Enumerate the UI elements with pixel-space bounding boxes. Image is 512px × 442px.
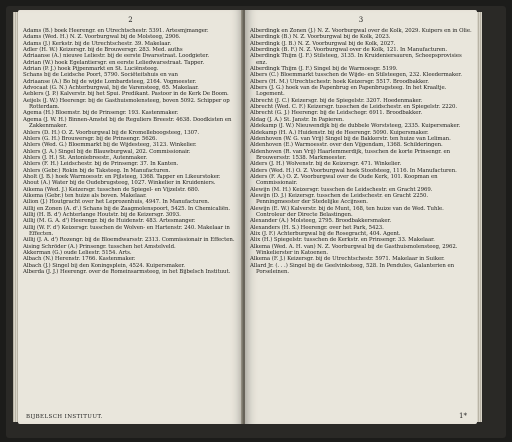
directory-entry: Aising Schröder (A.) Prinsengr. tusschen het Amstelveld.: [23, 243, 176, 250]
directory-entry: Alexanders (H. S.) Heerengr. over het Park, 5423.: [250, 224, 384, 231]
directory-entry: Albach (N.) Herenstr. 1766. Kastenmaker.: [23, 256, 136, 263]
directory-entry: Alberdingk (B. F.) N. Z. Voorburgwal over de Kolk, 121. In Manufacturen.: [250, 47, 447, 54]
directory-entry: Alders (J. H.) Wolvenstr. bij de Keizersgr. 471. Winkelier.: [250, 161, 402, 168]
directory-entry: Albrecht (G. J.) Heerengr. bij de Leidschegr. 6911. Broodbakker.: [250, 110, 422, 117]
right-page-entries: [250, 28, 472, 275]
directory-entry: Ahlers (D. H.) O. Z. Voorburgwal bij de Kromelleboogsteeg, 1307.: [23, 129, 200, 136]
directory-entry: Aillij (M. G. A. d') Heerengr. bij de Huidenstr. 483. Artesmanger.: [23, 218, 196, 225]
directory-entry: Allard Jr. (. . .) Singel bij de Geelvinksteeg, 528. In Pendules, Galanterien en Porseleinen.: [250, 262, 455, 276]
directory-entry: Alberdingk (J. B.) N. Z. Voorburgwal bij de Kolk, 2027.: [250, 40, 396, 47]
directory-entry: Aldenhoven (W. G. van Vrij) Singel bij de Bakkerstr. ten huize van Leliman.: [250, 135, 451, 142]
directory-entry: Adams (J.) Kerkstr. bij de Utrechtschestr. 39. Makelaar.: [23, 40, 172, 47]
directory-entry: Albers (H. M.) Utrechtschestr. hoek Keizersgr. 5517. Broodbakker.: [250, 78, 429, 85]
directory-entry: Aillij (J. A. d') Rozengr. bij de Bloemdwarsstr. 2313. Commissionair in Effecten.: [23, 237, 235, 244]
directory-entry: Adrian (W.) hoek Egelantiersgr. en eerste Leliedwarsstraat. Tapper.: [23, 59, 204, 66]
right-page: [245, 10, 477, 424]
directory-entry: Aillij en Zonen (A. d'.) Schans bij de Zaagmolenspoort, 5425. In Chemicaliën.: [23, 205, 231, 212]
directory-entry: Akkerman (G.) oude Leliestr. 5154. Arts.: [23, 250, 132, 257]
directory-entry: Albers (J. G.) hoek van de Papenbrug en Papenbrugsteeg. In het Kraaltje. Logement.: [250, 85, 447, 98]
directory-entry: Aillij (H. B. d') Achterlange Houtstr. bij de Keizersgr. 3093.: [23, 211, 181, 218]
signature-mark-right: 1*: [459, 412, 467, 420]
directory-entry: Alewijn (D. J.) Keizersgr. tusschen de Leidschestr. en Gracht 2250. Penningmeester der Stedelijke Accijnsen.: [250, 192, 429, 206]
left-page-entries: [23, 28, 238, 275]
directory-entry: Albach (J.) Singel bij den Koningsplein, 4524. Kuipersmaker.: [23, 262, 185, 269]
directory-entry: Albrecht (Wed. C. F.) Keizersgr. tusschen de Leidschestr. en Spiegelstr. 2220.: [250, 104, 458, 111]
directory-entry: Ahlers (G. H.) Brouwersgr. bij de Prinsengr. 5626.: [23, 135, 158, 142]
directory-entry: Agema (J. W. H.) Binnen-Amstel bij de Reguliers Breestr. 4638. Doodkisten en Zakkenmaker.: [23, 116, 232, 130]
directory-entry: Ahout (A.) Water bij de Oudebrugsteeg, 1027. Winkelier in Kruideniers.: [23, 180, 216, 187]
directory-entry: Aikema (Wed. J.) Keizersgr. tusschen de Spiegel- en Vijzelstr. 680.: [23, 186, 200, 193]
directory-entry: Adams (Wed. H.) N. Z. Voorburgwal bij de Molsteeg, 2906.: [23, 34, 181, 41]
directory-entry: Alders (F. A.) O. Z. Voorburgwal over de Oude Kerk, 101. Koopman en Commissionair.: [250, 173, 438, 187]
directory-entry: Adriaanse (A.) Bo bij de wijde Lombardsteeg, 2164. Vogmeester.: [23, 78, 197, 85]
page-number-right: 3: [358, 16, 364, 24]
directory-entry: Alkema (F. J.) Keizersgr. bij de Utrechtschestr. 5971. Makelaar in Suiker.: [250, 256, 445, 263]
directory-entry: Alexander (A.) Molsteeg, 2795. Broodbakkersmaker.: [250, 218, 392, 225]
left-page: [18, 10, 243, 424]
directory-entry: Ailion (J.) Houtgracht over het Leprozenhuis, 4947. In Manufacturen.: [23, 199, 210, 206]
directory-entry: Alkema (Wed. A. H. van) N. Z. Voorburgwal bij de Gasthuismolensteeg, 2962. Winkelierster in Katoenen.: [250, 243, 458, 257]
directory-entry: Alix (J. F.) Achterburgwal bij de Rosegracht, 404. Agent.: [250, 231, 401, 237]
directory-entry: Aeblers (J. P.) Kalverstr. bij het Spui. Predikant. Pastoor in de Kerk De Boom.: [23, 91, 229, 98]
directory-entry: Albers (C.) Bloemmarkt tusschen de Wijde- en Stilsteegen, 232. Kleedermaker.: [250, 72, 462, 79]
directory-entry: Aldag (J. A.) St. Janstr. In Papieren.: [250, 116, 344, 123]
directory-entry: Alewijn (M. H.) Keizersgr. tusschen de Leidschestr. en Gracht 2969.: [250, 186, 433, 193]
directory-entry: Aholt (J. B.) hoek Warmoesstr. en Pijlsteeg, 1368. Tapper en Likeurstoker.: [23, 173, 221, 180]
directory-entry: Adams (B.) boek Heerengr. en Utrechtschestr. 5391. Artesmjmanger.: [23, 28, 209, 34]
directory-entry: Advocaat (G. N.) Achterburgwal, bij de Varensteeg, 65. Makelaar.: [23, 85, 199, 92]
signature-mark-left: BIJBELSCH INSTITUUT.: [26, 414, 103, 420]
directory-entry: Aillij (W. F. d') Keizersgr. tusschen de Wolven- en Hartenstr. 240. Makelaar in Effecten.: [23, 224, 230, 237]
directory-entry: Alberdingk (B.) N. Z. Voorburgwal bij de Kolk, 2023.: [250, 34, 391, 41]
directory-entry: Ahlers (F. H.) Leidschestr. bij de Prinsengr. 37. In Kanten.: [23, 161, 179, 168]
directory-entry: Adriaanse (A.) nieuwe Leliestr. bij de eerste Dwarsstraat. Loodgieter.: [23, 53, 210, 60]
directory-entry: Agema (H.) Bloemstr. bij de Prinsengr. 193. Kastenmaker.: [23, 110, 179, 117]
directory-entry: Alders (Wed. H.) O. Z. Voorburgwal hoek Stoofsteeg, 1116. In Manufacturen.: [250, 167, 457, 174]
directory-entry: Ahlers (Wed. G.) Bloemmarkt bij de Wijdesteeg, 3123. Winkelier.: [23, 142, 197, 149]
directory-entry: Alberdingk en Zonen (J.) N. Z. Voorburgwal over de Kolk, 2029. Kuipers en in Olie.: [250, 28, 472, 34]
directory-entry: Aikema (Gebr.) ten huize als boven. Makelaar.: [23, 192, 147, 199]
directory-entry: Alberda (J. J.) Heerengr. over de Romeinsarmsteeg, in het Bijbelsch Instituut.: [23, 269, 231, 276]
directory-entry: Alberdingk Thijm (J. F.) Singel bij de Warmoesgr. 5199.: [250, 66, 398, 73]
directory-entry: Aldenhoven (R. van Vrij) Haarlemmerdijk, tusschen de korte Prinsengr. en Brouwersstr. 1538. Markmeester.: [250, 148, 451, 161]
directory-entry: Alewijn (E. W.) Kalverstr. bij de Munt, 168, ten huize van de Wed. Tuhle. Controleur der Directe Belastingen.: [250, 205, 444, 218]
directory-entry: Ahlers (J. A.) Singel bij de Blauwburgwal, 202. Commissionair.: [23, 148, 191, 155]
directory-entry: Ahlers (J. H.) St. Antoniebreestr., Autenmaker.: [23, 154, 148, 161]
directory-entry: Ahlers (Gebr.) Rokin bij de Taksteeg. In Manufacturen.: [23, 167, 171, 174]
directory-entry: Alberdingk Thijm (J. F.) Stilsteeg, 3135. In Kruideniersauren, Scheepsprovisies enz.: [250, 53, 462, 66]
directory-entry: Schans bij de Leidsche Poort, 5790. Sociëteitshuis en van: [23, 72, 178, 79]
directory-entry: Albrecht (J. C.) Keizersgr. bij de Spiegelstr. 3207. Hoedenmaker.: [250, 97, 423, 104]
page-edges-right: [477, 12, 482, 422]
directory-entry: Adrian (P. J.) hoek Pijpenmarkt en St. Luciënsteeg.: [23, 66, 159, 73]
directory-entry: Aldekamp (H. A.) Huidenstr. bij de Heerengr. 5090. Kuipersmaker.: [250, 129, 429, 136]
directory-entry: Aldenhoven (E.) Warmoesstr. over den Vijgendam, 1368. Schilderingen.: [250, 142, 443, 149]
directory-entry: Alix (H.) Spiegelstr. tusschen de Kerkstr. en Prinsengr. 33. Makelaar.: [250, 237, 435, 244]
directory-entry: Aldekamp (J. W.) Nieuwendijk bij de dubbele Worststeeg, 2335. Kuipersmaker.: [250, 123, 461, 130]
directory-entry: Adler (H. W.) Keizersgr. bij de Brouwersgr. 283. Med. auths: [23, 47, 183, 54]
directory-entry: Aeijels (J. W.) Heerengr. bij de Gasthuismolensteeg, boven 5092. Schipper op Rotterdam.: [23, 97, 230, 111]
page-number-left: 2: [128, 16, 133, 24]
